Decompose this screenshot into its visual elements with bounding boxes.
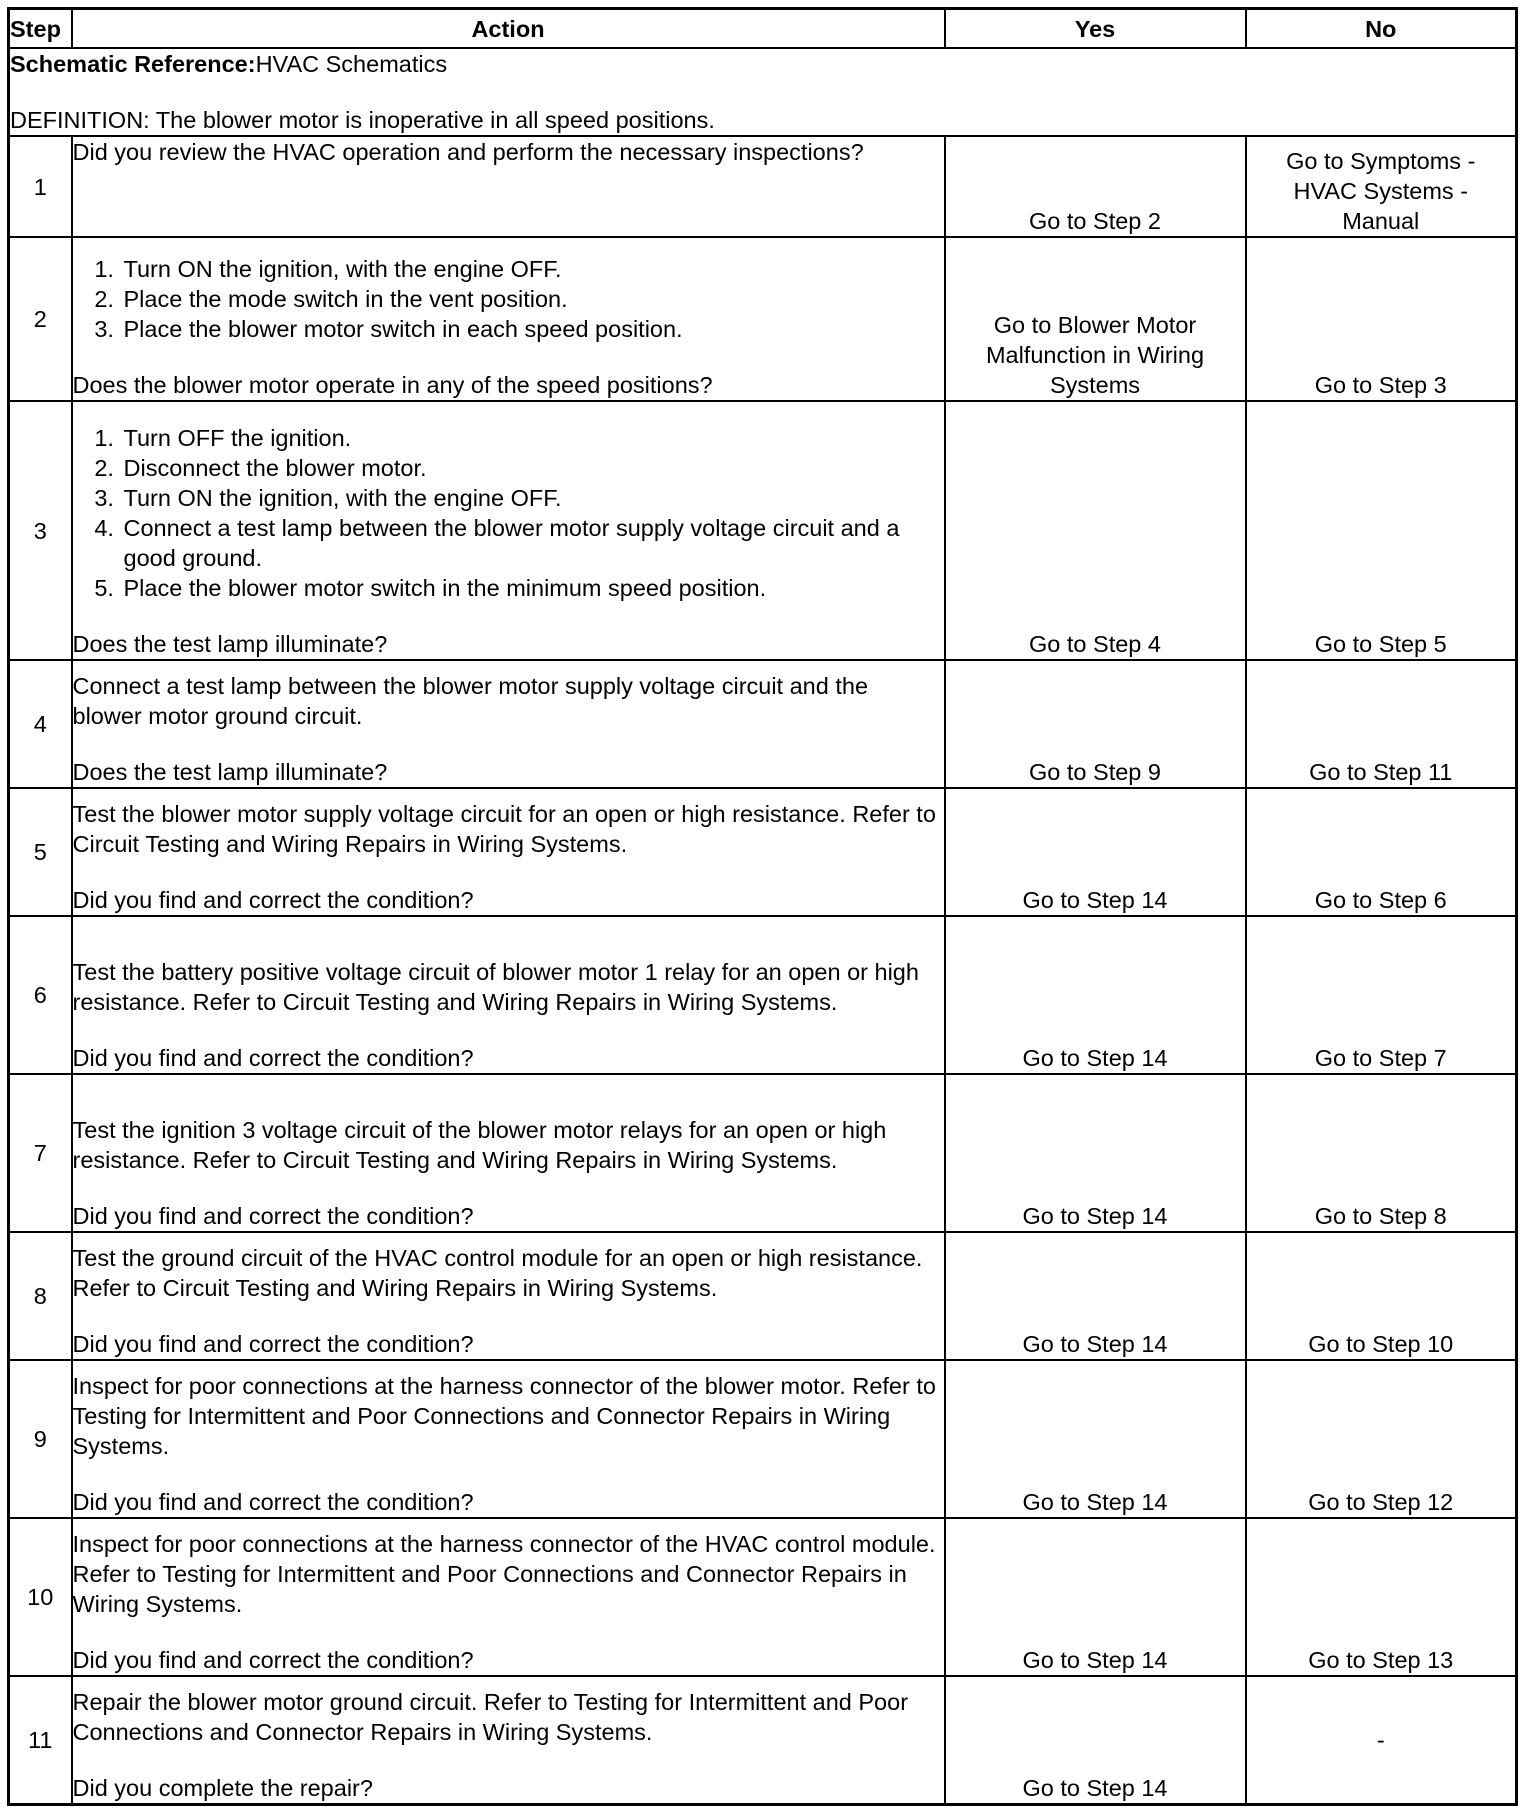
yes-cell: Go to Step 4 xyxy=(945,401,1246,660)
step-number: 6 xyxy=(9,916,72,1074)
action-question: Did you complete the repair? xyxy=(72,1774,373,1801)
yes-cell: Go to Step 14 xyxy=(945,1360,1246,1518)
step-number: 5 xyxy=(9,788,72,916)
yes-cell: Go to Step 14 xyxy=(945,788,1246,916)
action-text: Connect a test lamp between the blower motor supply voltage circuit and the blower motor ground circuit. xyxy=(72,673,869,729)
action-text: Test the battery positive voltage circuit of blower motor 1 relay for an open or high resistance. Refer to Circuit Testing and Wiring Repairs in Wiring Systems. xyxy=(72,959,919,1015)
action-question: Did you find and correct the condition? xyxy=(72,887,474,913)
step-number: 11 xyxy=(9,1676,72,1804)
table-row xyxy=(9,1074,1517,1232)
schematic-label: Schematic Reference: xyxy=(10,51,256,77)
action-question: Did you find and correct the condition? xyxy=(72,1045,474,1071)
table-row xyxy=(9,401,1517,660)
no-cell xyxy=(1246,136,1517,237)
list-item: 1. Turn ON the ignition, with the engine OFF. xyxy=(121,254,944,284)
table-row xyxy=(9,237,1517,401)
action-cell xyxy=(72,237,945,401)
list-item: 4. Connect a test lamp between the blower motor supply voltage circuit and a good ground. xyxy=(121,513,944,573)
step-number: 7 xyxy=(9,1074,72,1232)
no-text: Go to Symptoms - HVAC Systems - Manual xyxy=(1286,148,1476,234)
action-list xyxy=(73,254,944,344)
no-cell: Go to Step 12 xyxy=(1246,1360,1517,1518)
action-question: Did you find and correct the condition? xyxy=(72,1331,474,1357)
action-question: Did you find and correct the condition? xyxy=(72,1489,474,1515)
action-cell xyxy=(72,401,945,660)
no-cell: Go to Step 5 xyxy=(1246,401,1517,660)
yes-cell: Go to Step 14 xyxy=(945,1518,1246,1676)
yes-cell xyxy=(945,237,1246,401)
action-cell xyxy=(72,1232,945,1360)
header-row xyxy=(9,9,1517,49)
action-cell xyxy=(72,660,945,788)
table-row xyxy=(9,1518,1517,1676)
no-cell: Go to Step 6 xyxy=(1246,788,1517,916)
intro-row xyxy=(9,48,1517,136)
table-row xyxy=(9,1676,1517,1804)
action-cell xyxy=(72,1518,945,1676)
yes-cell: Go to Step 14 xyxy=(945,1074,1246,1232)
action-question: Does the blower motor operate in any of the speed positions? xyxy=(72,372,713,398)
list-item: 3. Turn ON the ignition, with the engine OFF. xyxy=(121,483,944,513)
header-action: Action xyxy=(72,9,945,49)
no-cell: Go to Step 8 xyxy=(1246,1074,1517,1232)
table-row xyxy=(9,916,1517,1074)
step-number: 4 xyxy=(9,660,72,788)
step-number: 1 xyxy=(9,136,72,237)
step-number: 2 xyxy=(9,237,72,401)
no-cell: Go to Step 7 xyxy=(1246,916,1517,1074)
header-no: No xyxy=(1246,9,1517,49)
action-text: Inspect for poor connections at the harness connector of the HVAC control module. Refer to Testing for Intermittent and Poor Connections and Connector Repairs in Wiring Systems. xyxy=(72,1531,936,1617)
no-cell: Go to Step 3 xyxy=(1246,237,1517,401)
yes-text: Go to Blower Motor Malfunction in Wiring Systems xyxy=(985,312,1205,398)
yes-cell: Go to Step 14 xyxy=(945,916,1246,1074)
schematic-value: HVAC Schematics xyxy=(255,51,448,77)
action-text: Test the ignition 3 voltage circuit of the blower motor relays for an open or high resistance. Refer to Circuit Testing and Wiring Repairs in Wiring Systems. xyxy=(72,1117,887,1173)
yes-cell: Go to Step 14 xyxy=(945,1232,1246,1360)
action-text: Inspect for poor connections at the harness connector of the blower motor. Refer to Testing for Intermittent and Poor Connections and Connector Repairs in Wiring Systems. xyxy=(72,1373,936,1459)
list-item: 5. Place the blower motor switch in the minimum speed position. xyxy=(121,573,944,603)
step-number: 10 xyxy=(9,1518,72,1676)
step-number: 9 xyxy=(9,1360,72,1518)
schematic-reference xyxy=(10,49,1515,79)
action-cell xyxy=(72,1074,945,1232)
list-item: 2. Place the mode switch in the vent position. xyxy=(121,284,944,314)
no-cell: Go to Step 10 xyxy=(1246,1232,1517,1360)
table-row xyxy=(9,1360,1517,1518)
diagnostic-table xyxy=(7,7,1518,1806)
action-text: Repair the blower motor ground circuit. Refer to Testing for Intermittent and Poor Connections and Connector Repairs in Wiring Systems. xyxy=(72,1688,909,1745)
action-text: Test the blower motor supply voltage circuit for an open or high resistance. Refer to Circuit Testing and Wiring Repairs in Wiring Systems. xyxy=(72,801,936,857)
action-cell xyxy=(72,1360,945,1518)
header-yes: Yes xyxy=(945,9,1246,49)
action-question: Does the test lamp illuminate? xyxy=(72,631,388,657)
definition-text: DEFINITION: The blower motor is inoperative in all speed positions. xyxy=(10,107,715,133)
no-cell: Go to Step 13 xyxy=(1246,1518,1517,1676)
list-item: 1. Turn OFF the ignition. xyxy=(121,423,944,453)
action-question: Does the test lamp illuminate? xyxy=(72,759,388,785)
table-row xyxy=(9,136,1517,237)
table-row xyxy=(9,788,1517,916)
action-question: Did you find and correct the condition? xyxy=(72,1647,474,1673)
list-item: 3. Place the blower motor switch in each speed position. xyxy=(121,314,944,344)
step-number: 3 xyxy=(9,401,72,660)
no-cell: - xyxy=(1246,1676,1517,1804)
header-step: Step xyxy=(9,9,72,49)
action-text: Did you review the HVAC operation and perform the necessary inspections? xyxy=(72,139,864,165)
action-text: Test the ground circuit of the HVAC control module for an open or high resistance. Refer to Circuit Testing and Wiring Repairs in Wiring Systems. xyxy=(72,1245,923,1301)
action-cell xyxy=(72,136,945,237)
intro-cell xyxy=(9,48,1517,136)
action-cell xyxy=(72,1676,945,1804)
table-row xyxy=(9,660,1517,788)
action-list xyxy=(73,423,944,603)
action-question: Did you find and correct the condition? xyxy=(72,1203,474,1229)
list-item: 2. Disconnect the blower motor. xyxy=(121,453,944,483)
table-row xyxy=(9,1232,1517,1360)
step-number: 8 xyxy=(9,1232,72,1360)
yes-cell: Go to Step 9 xyxy=(945,660,1246,788)
action-cell xyxy=(72,916,945,1074)
no-cell: Go to Step 11 xyxy=(1246,660,1517,788)
action-cell xyxy=(72,788,945,916)
yes-cell: Go to Step 2 xyxy=(945,136,1246,237)
yes-cell: Go to Step 14 xyxy=(945,1676,1246,1804)
